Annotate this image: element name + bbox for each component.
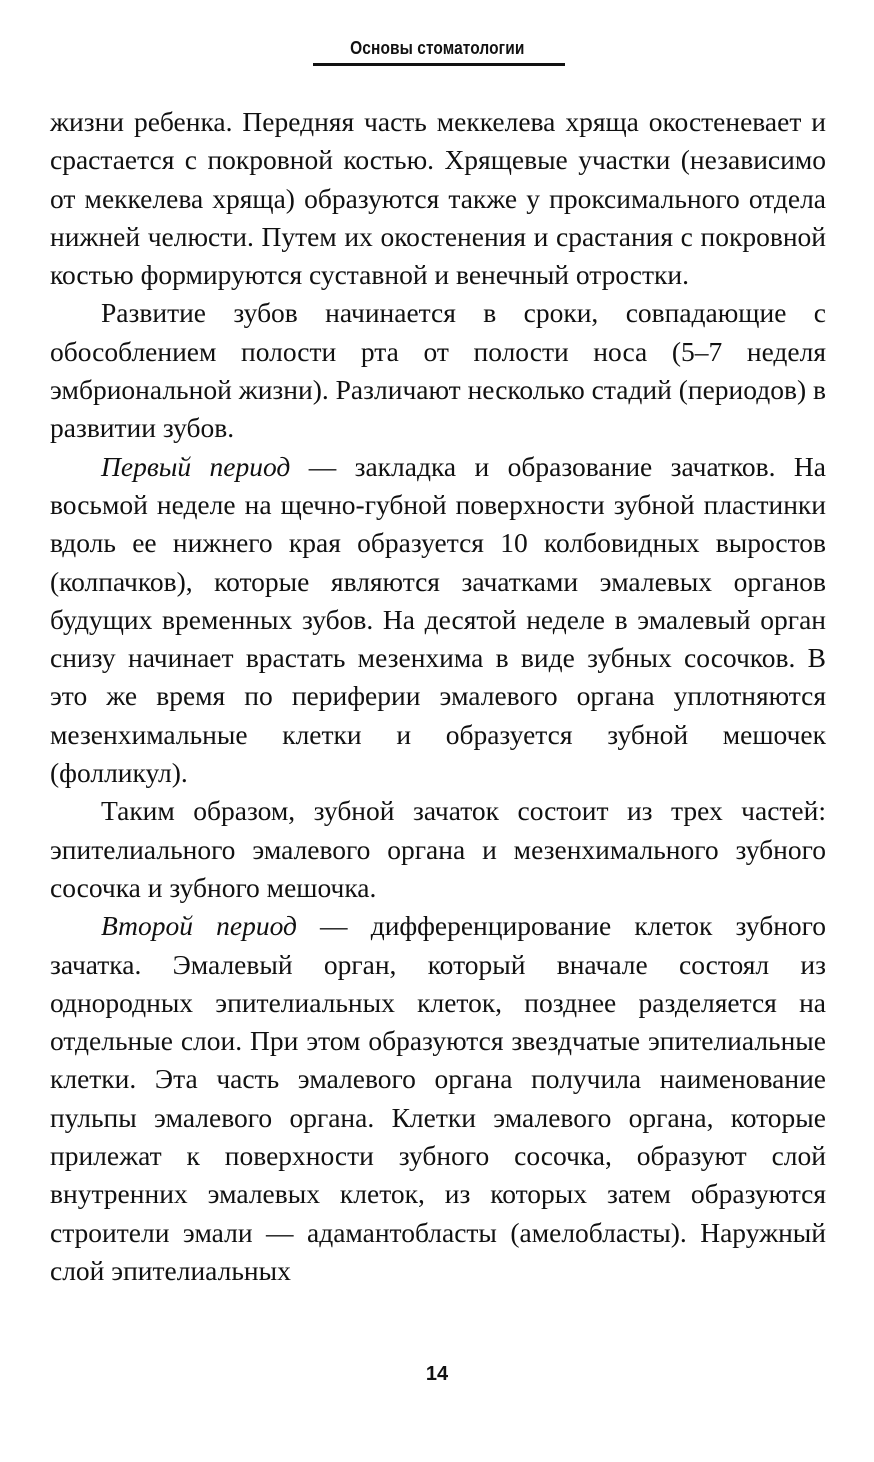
paragraph-3 <box>50 448 826 793</box>
paragraph-1 <box>50 103 826 294</box>
paragraph-text: жизни ребенка. Передняя часть меккелева хряща окостеневает и срастается с покровной костью. Хрящевые участки (независимо от меккелева хряща) образуются также у проксимального отдела нижней челюсти. Путем их окостенения и срастания с покровной костью формируются суставной и венечный отростки. <box>50 106 826 291</box>
body-text <box>50 103 826 1290</box>
paragraph-text: Таким образом, зубной зачаток состоит из трех частей: эпителиального эмалевого органа и мезенхимального зубного сосочка и зубного мешочка. <box>50 795 826 903</box>
period-heading: Первый период <box>101 450 291 482</box>
running-head <box>0 38 874 59</box>
running-head-title: Основы стоматологии <box>349 38 525 58</box>
paragraph-text: Развитие зубов начинается в сроки, совпадающие с обособлением полости рта от полости носа (5–7 неделя эмбриональной жизни). Различают несколько стадий (периодов) в развитии зубов. <box>50 297 826 444</box>
paragraph-text: — закладка и образование зачатков. На восьмой неделе на щечно-губной поверхности зубной пластинки вдоль ее нижнего края образуется 10 колбовидных выростов (колпачков), которые являются зачатками эмалевых органов будущих временных зубов. На десятой неделе в эмалевый орган снизу начинает врастать мезенхима в виде зубных сосочков. В это же время по периферии эмалевого органа уплотняются мезенхимальные клетки и образуется зубной мешочек (фолликул). <box>50 450 826 789</box>
paragraph-4 <box>50 792 826 907</box>
running-head-rule <box>313 63 565 66</box>
page-number: 14 <box>425 1363 449 1385</box>
paragraph-text: — дифференцирование клеток зубного зачатка. Эмалевый орган, который вначале состоял из однородных эпителиальных клеток, позднее разделяется на отдельные слои. При этом образуются звездчатые эпителиальные клетки. Эта часть эмалевого органа получила наименование пульпы эмалевого органа. Клетки эмалевого органа, которые прилежат к поверхности зубного сосочка, образуют слой внутренних эмалевых клеток, из которых затем образуются строители эмали — адамантобласты (амелобласты). Наружный слой эпителиальных <box>50 910 827 1286</box>
paragraph-2 <box>50 294 826 447</box>
paragraph-5 <box>50 907 826 1290</box>
period-heading: Второй период <box>101 910 297 942</box>
